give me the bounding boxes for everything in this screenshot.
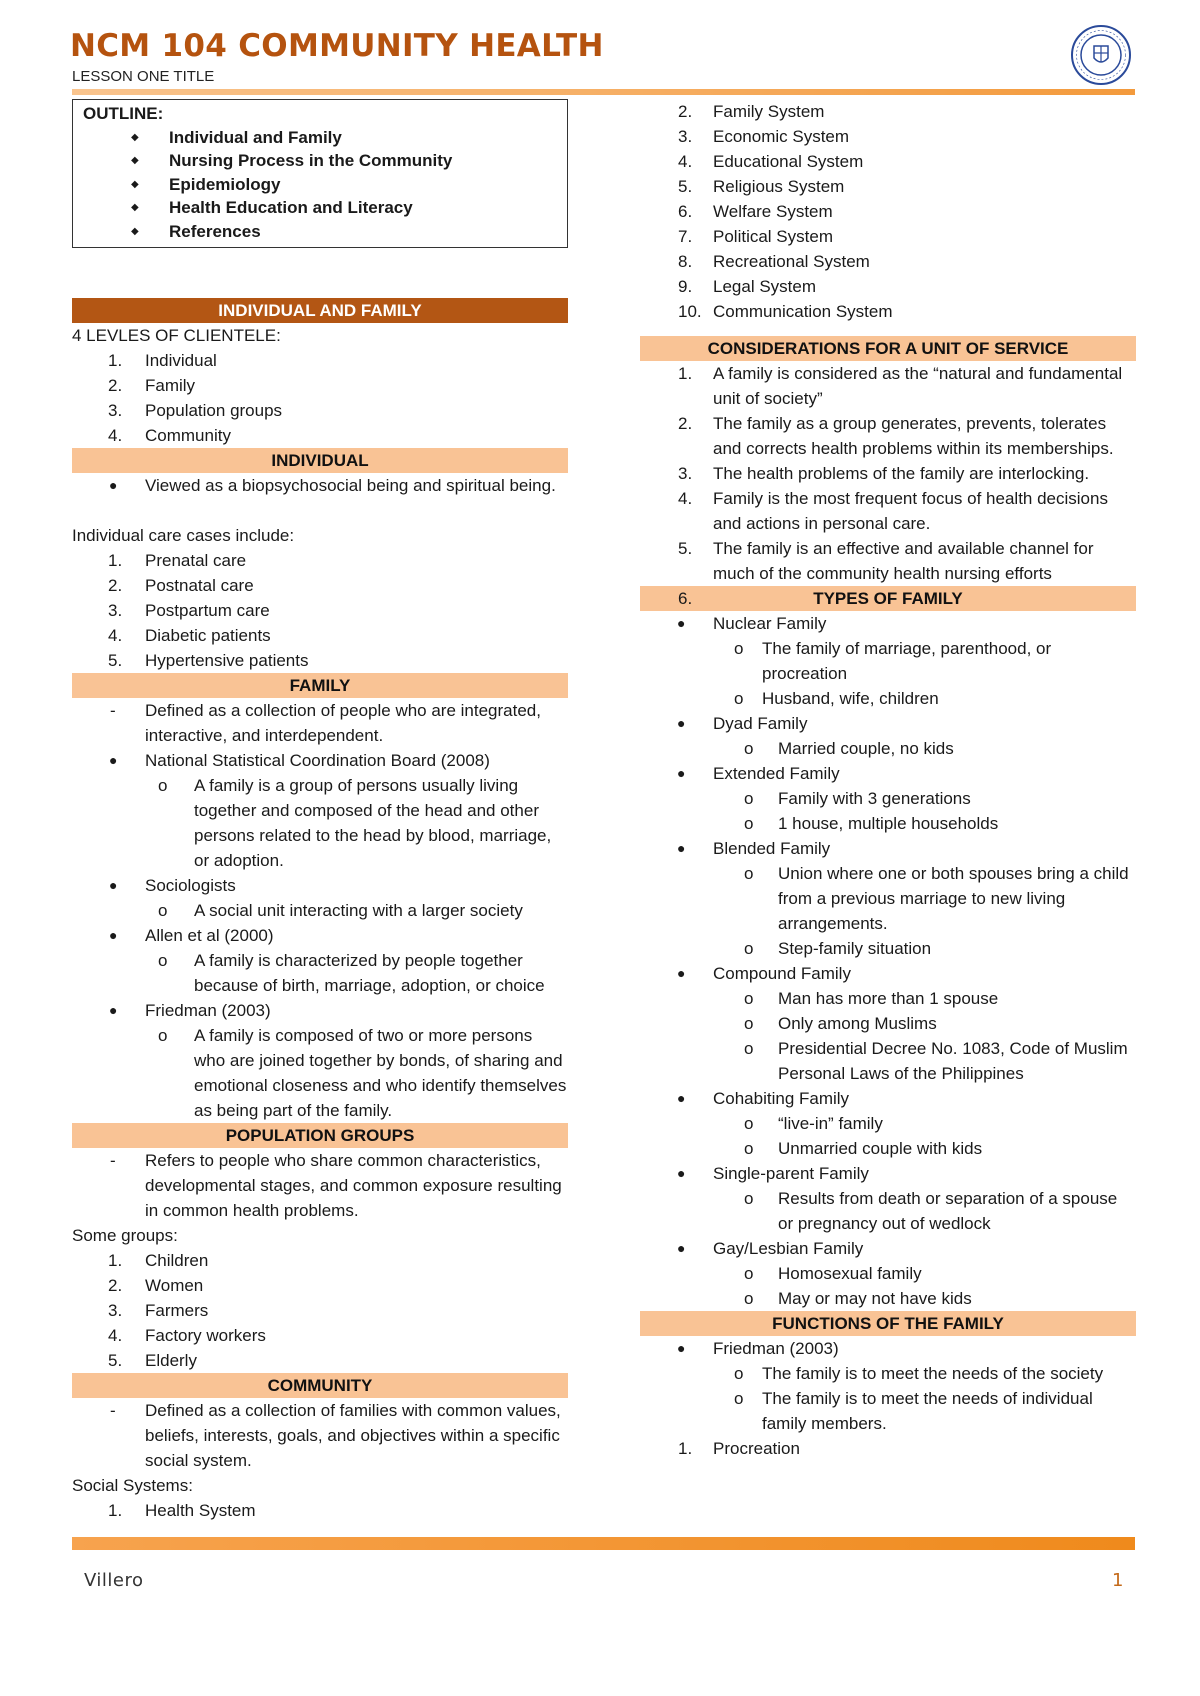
list-item: ● Allen et al (2000) [109, 926, 274, 945]
list-item: 4. Factory workers [108, 1326, 266, 1345]
list-item: 4. Diabetic patients [108, 626, 271, 645]
list-item: o “live-in” family [744, 1114, 883, 1133]
list-item: o The family is to meet the needs of individual family members. [734, 1389, 1093, 1433]
list-item: 1. Procreation [678, 1439, 800, 1458]
outline-item: ◆ Epidemiology [83, 173, 559, 197]
outline-item: ◆ Health Education and Literacy [83, 196, 559, 220]
list-item: ● Friedman (2003) [677, 1339, 839, 1358]
list-item: o Family with 3 generations [744, 789, 971, 808]
section-heading: TYPES OF FAMILY [640, 586, 1136, 611]
list-item: 4. Community [108, 426, 231, 445]
lesson-subtitle: LESSON ONE TITLE [72, 68, 215, 85]
list-item: 4. Family is the most frequent focus of health decisions and actions in personal care. [678, 489, 1108, 533]
list-item: 1. Prenatal care [108, 551, 247, 570]
list-item: ● Nuclear Family [677, 614, 827, 633]
list-item: 5. Hypertensive patients [108, 651, 309, 670]
footer-rule [72, 1537, 1135, 1550]
section-heading: FAMILY [72, 673, 568, 698]
document-title: NCM 104 COMMUNITY HEALTH [70, 28, 604, 64]
list-item: 5. Religious System [678, 177, 845, 196]
list-item: 2. Postnatal care [108, 576, 254, 595]
list-item: 9. Legal System [678, 277, 816, 296]
list-item: 8. Recreational System [678, 252, 870, 271]
header-rule [72, 89, 1135, 95]
right-column: 2. Family System 3. Economic System 4. Educational System 5. Religious System 6. Welfare System 7. Political System 8. Recreational System 9. Legal System 10. Communication System CONSIDERATIONS FOR A UNIT OF SERVICE 1. A family is considered as the “natural and fundamental unit of society” 2. The family as a group generates, prevents, tolerates and corrects health problems within its memberships. 3. The health problems of the family are interlocking. 4. Family is the most frequent focus of health decisions and actions in personal care. 5. The family is an effective and available channel for much of the community health nursing efforts 6. TYPES OF FAMILY ● Nuclear Family o The family of marriage, parenthood, or procreation o Husband, wife, children ● Dyad Family o Married couple, no kids ● Extended Family o Family with 3 generations o 1 house, multiple households ● Blended Family o Union where one or both spouses bring a child from a previous marriage to new living arrangements. o Step-family situation ● Compound Family o Man has more than 1 spouse o Only among Muslims o Presidential Decree No. 1083, Code of Muslim Personal Laws of the Philippines ● Cohabiting Family o “live-in” family o Unmarried couple with kids ● Single-parent Family o Results from death or separation of a spouse or pregnancy out of wedlock ● Gay/Lesbian Family o Homosexual family o May or may not have kids FUNCTIONS OF THE FAMILY ● Friedman (2003) o The family is to meet the needs of the society o The family is to meet the needs of individual family members. 1. Procreation [640, 99, 1136, 1461]
section-heading: CONSIDERATIONS FOR A UNIT OF SERVICE [640, 336, 1136, 361]
list-item: ● Compound Family [677, 964, 851, 983]
outline-item: ◆ References [83, 220, 559, 244]
list-item: o The family is to meet the needs of the society [734, 1364, 1104, 1383]
list-item: 7. Political System [678, 227, 833, 246]
list-item: o A social unit interacting with a larger society [158, 901, 523, 920]
list-item: o Homosexual family [744, 1264, 922, 1283]
list-item: ● Single-parent Family [677, 1164, 869, 1183]
list-item: o Results from death or separation of a spouse or pregnancy out of wedlock [744, 1189, 1118, 1233]
care-intro: Individual care cases include: [72, 526, 295, 545]
list-item: o Husband, wife, children [734, 689, 939, 708]
list-item: o A family is characterized by people together because of birth, marriage, adoption, or choice [158, 951, 545, 995]
list-item: 1. A family is considered as the “natural and fundamental unit of society” [678, 364, 1123, 408]
section-heading: FUNCTIONS OF THE FAMILY [640, 1311, 1136, 1336]
list-item: o May or may not have kids [744, 1289, 972, 1308]
page-number: 1 [1112, 1570, 1124, 1591]
outline-heading: OUTLINE: [83, 104, 164, 123]
list-item: 6. Welfare System [678, 202, 833, 221]
section-heading: INDIVIDUAL [72, 448, 568, 473]
list-item: o Man has more than 1 spouse [744, 989, 999, 1008]
list-item: ● Cohabiting Family [677, 1089, 850, 1108]
list-item: 3. Postpartum care [108, 601, 270, 620]
list-item: 2. The family as a group generates, prevents, tolerates and corrects health problems within its memberships. [678, 414, 1114, 458]
list-item: 5. Elderly [108, 1351, 197, 1370]
list-item: 2. Family System [678, 102, 825, 121]
list-item: o 1 house, multiple households [744, 814, 999, 833]
footer-author: Villero [84, 1570, 144, 1591]
list-item: 2. Family [108, 376, 196, 395]
list-item: 3. Economic System [678, 127, 850, 146]
list-item: o Union where one or both spouses bring a child from a previous marriage to new living arrangements. [744, 864, 1129, 933]
list-item: ● Friedman (2003) [109, 1001, 271, 1020]
list-item: 10. Communication System [678, 302, 893, 321]
list-item: 2. Women [108, 1276, 204, 1295]
outline-item: ◆ Individual and Family [83, 126, 559, 150]
list-item: o A family is composed of two or more persons who are joined together by bonds, of sharing and emotional closeness and who identify themselves as being part of the family. [158, 1026, 567, 1120]
list-item: ● National Statistical Coordination Board (2008) [109, 751, 490, 770]
outline-item: ◆ Nursing Process in the Community [83, 149, 559, 173]
list-item: 1. Individual [108, 351, 217, 370]
list-item: ● Extended Family [677, 764, 840, 783]
list-item: ● Sociologists [109, 876, 236, 895]
levels-intro: 4 LEVLES OF CLIENTELE: [72, 326, 281, 345]
list-item: ● Blended Family [677, 839, 831, 858]
list-item: o Presidential Decree No. 1083, Code of Muslim Personal Laws of the Philippines [744, 1039, 1128, 1083]
list-item: 5. The family is an effective and available channel for much of the community health nursing efforts [678, 539, 1094, 583]
list-item: - Defined as a collection of families with common values, beliefs, interests, goals, and objectives within a specific social system. [110, 1401, 561, 1470]
outline-box [72, 99, 568, 248]
systems-intro: Social Systems: [72, 1476, 193, 1495]
list-item: - Defined as a collection of people who are integrated, interactive, and interdependent. [110, 701, 541, 745]
list-item: o A family is a group of persons usually living together and composed of the head and other persons related to the head by blood, marriage, or adoption. [158, 776, 552, 870]
list-item: o Only among Muslims [744, 1014, 937, 1033]
college-seal-icon [1070, 24, 1132, 86]
list-item: o The family of marriage, parenthood, or procreation [734, 639, 1052, 683]
list-item: - Refers to people who share common characteristics, developmental stages, and common exposure resulting in common health problems. [110, 1151, 562, 1220]
list-item: 3. Population groups [108, 401, 283, 420]
list-item: ● Gay/Lesbian Family [677, 1239, 864, 1258]
list-item: o Married couple, no kids [744, 739, 954, 758]
left-column [72, 99, 568, 1523]
section-heading: INDIVIDUAL AND FAMILY [72, 298, 568, 323]
section-heading: COMMUNITY [72, 1373, 568, 1398]
section-heading: POPULATION GROUPS [72, 1123, 568, 1148]
list-item: 1. Children [108, 1251, 209, 1270]
list-item: o Unmarried couple with kids [744, 1139, 983, 1158]
list-item: ● Viewed as a biopsychosocial being and spiritual being. [109, 476, 556, 495]
list-item: 4. Educational System [678, 152, 864, 171]
list-item: 3. Farmers [108, 1301, 209, 1320]
list-item: o Step-family situation [744, 939, 932, 958]
list-item: 1. Health System [108, 1501, 256, 1520]
list-item: ● Dyad Family [677, 714, 808, 733]
groups-intro: Some groups: [72, 1226, 178, 1245]
list-item: 3. The health problems of the family are interlocking. [678, 464, 1090, 483]
